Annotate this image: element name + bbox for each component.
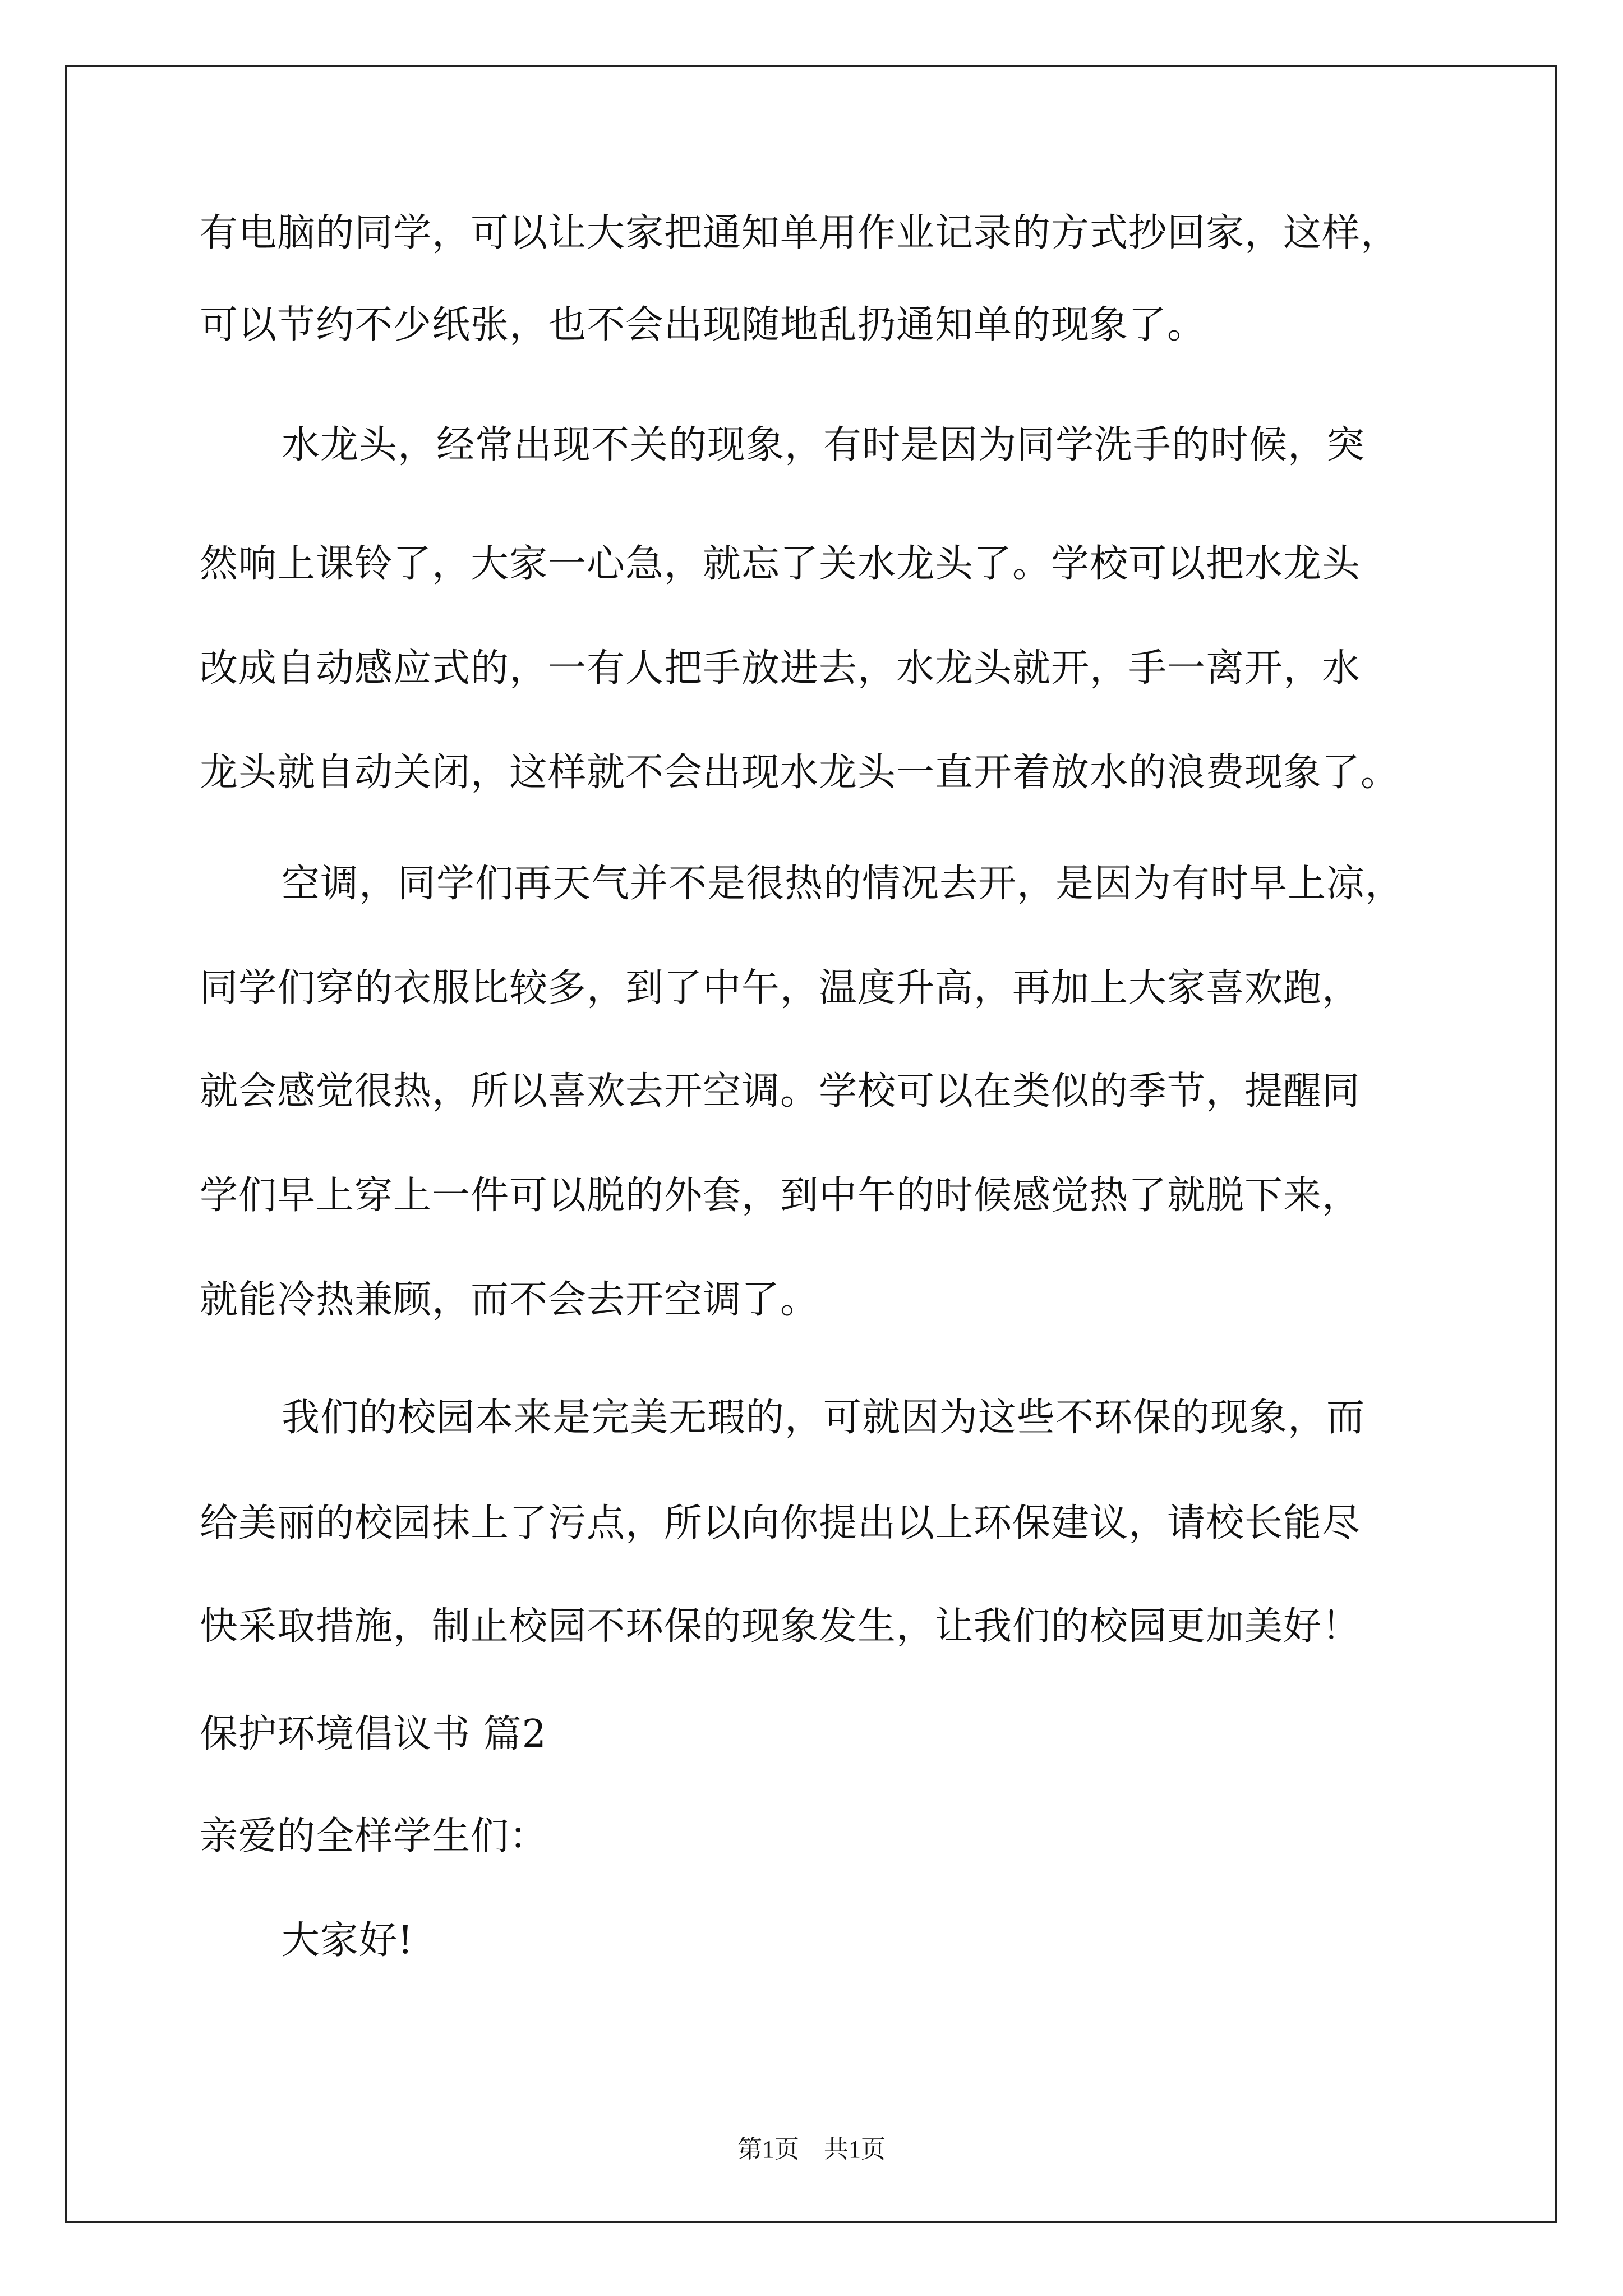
paragraph-line: 改成自动感应式的，一有人把手放进去，水龙头就开，手一离开，水 <box>200 646 1361 691</box>
paragraph-line: 可以节约不少纸张，也不会出现随地乱扔通知单的现象了。 <box>200 303 1206 347</box>
page-border <box>65 65 1557 2223</box>
paragraph-line: 快采取措施，制止校园不环保的现象发生，让我们的校园更加美好！ <box>200 1604 1361 1649</box>
greeting: 大家好! <box>282 1918 414 1963</box>
paragraph-line: 给美丽的校园抹上了污点，所以向你提出以上环保建议，请校长能尽 <box>200 1501 1361 1545</box>
paragraph-line: 就会感觉很热，所以喜欢去开空调。学校可以在类似的季节，提醒同 <box>200 1069 1361 1114</box>
paragraph-line: 同学们穿的衣服比较多，到了中午，温度升高，再加上大家喜欢跑， <box>200 966 1361 1010</box>
paragraph-line: 然响上课铃了，大家一心急，就忘了关水龙头了。学校可以把水龙头 <box>200 542 1361 586</box>
section-heading: 保护环境倡议书 篇2 <box>200 1712 547 1756</box>
salutation: 亲爱的全样学生们： <box>200 1814 548 1858</box>
paragraph-line: 就能冷热兼顾，而不会去开空调了。 <box>200 1278 819 1322</box>
paragraph-line: 水龙头，经常出现不关的现象，有时是因为同学洗手的时候，突 <box>282 423 1366 467</box>
paragraph-line: 空调，同学们再天气并不是很热的情况去开，是因为有时早上凉， <box>282 862 1404 906</box>
paragraph-line: 龙头就自动关闭，这样就不会出现水龙头一直开着放水的浪费现象了。 <box>200 751 1400 795</box>
page-footer: 第1页 共1页 <box>737 2136 886 2163</box>
paragraph-line: 学们早上穿上一件可以脱的外套，到中午的时候感觉热了就脱下来， <box>200 1174 1361 1218</box>
paragraph-line: 我们的校园本来是完美无瑕的，可就因为这些不环保的现象，而 <box>282 1396 1366 1440</box>
paragraph-line: 有电脑的同学，可以让大家把通知单用作业记录的方式抄回家，这样， <box>200 211 1400 255</box>
